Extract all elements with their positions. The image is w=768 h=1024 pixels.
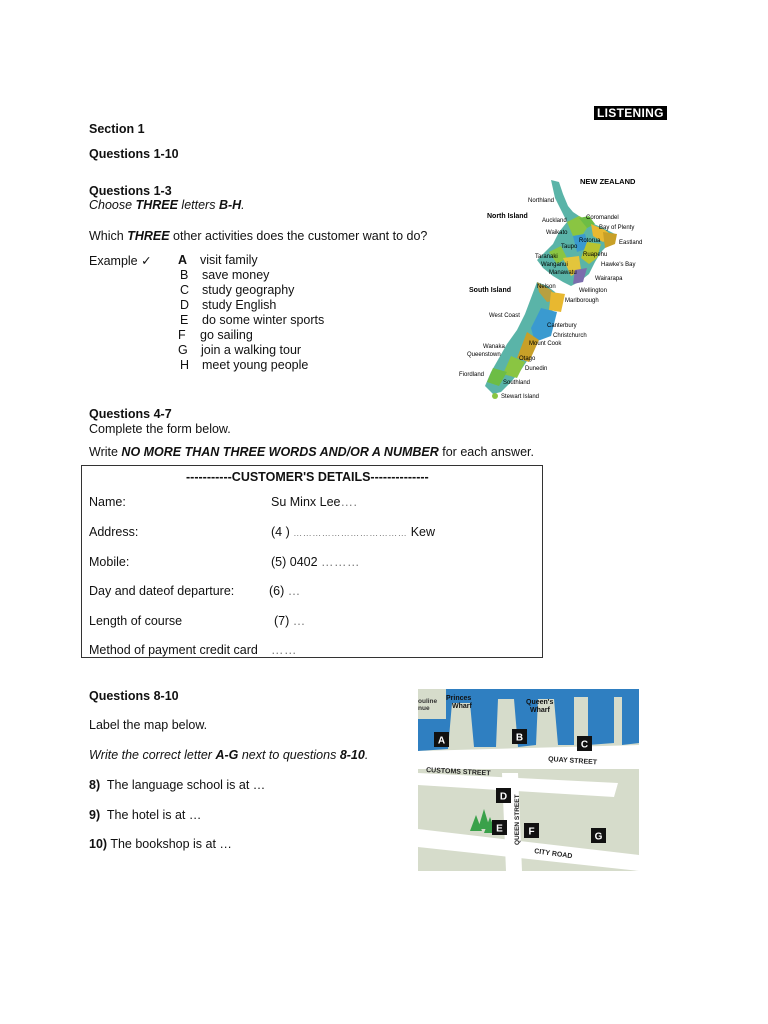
option-text: study English: [202, 298, 277, 312]
q1-3-instruction: [89, 198, 245, 212]
nz-label: Manawatu: [549, 270, 577, 276]
south-island-label: South Island: [469, 287, 511, 294]
option-item: [178, 298, 324, 313]
question-number: 9): [89, 808, 101, 822]
q4-7-heading: Questions 4-7: [89, 407, 172, 421]
customs-street-label: CUSTOMS STREET: [425, 767, 491, 778]
svg-text:A: A: [437, 735, 446, 747]
option-item: [178, 343, 324, 358]
nz-label: Wanaka: [483, 344, 505, 350]
map-marker-c: [577, 736, 592, 751]
question-text: The language school is at …: [106, 778, 266, 792]
option-letter: H: [180, 358, 190, 372]
question-text: The bookshop is at …: [110, 837, 232, 851]
map-marker-d: [496, 788, 511, 803]
write-end: .: [364, 748, 369, 762]
instr-mid: letters: [177, 198, 219, 212]
question-item: [89, 837, 232, 851]
instr-end: .: [241, 198, 245, 212]
nz-map-title: NEW ZEALAND: [580, 177, 636, 186]
answer-dots: ….: [340, 495, 358, 509]
map-marker-b: [512, 729, 527, 744]
street-map: [418, 689, 639, 871]
queens-wharf-label: Queen's Wharf: [526, 699, 554, 714]
write-bold: A-G: [215, 748, 239, 762]
form-label-departure: Day and dateof departure:: [89, 584, 235, 598]
option-text: join a walking tour: [201, 343, 302, 357]
nz-label: Dunedin: [525, 366, 548, 372]
nz-label: Nelson: [537, 284, 556, 290]
option-letter: D: [180, 298, 190, 312]
svg-text:E: E: [496, 823, 503, 835]
question-post: other activities does the customer want to do?: [169, 229, 428, 243]
nz-label: Auckland: [542, 218, 567, 224]
svg-text:B: B: [515, 732, 524, 744]
q8-10-write-instruction: [89, 748, 368, 762]
map-marker-f: [524, 823, 539, 838]
q4-7-write-instruction: [89, 445, 534, 459]
write-bold: NO MORE THAN THREE WORDS AND/OR A NUMBER: [121, 445, 439, 459]
value-text: (5) 0402: [271, 555, 318, 569]
answer-dots: ……: [271, 643, 297, 657]
option-item: [178, 283, 324, 298]
nz-label: West Coast: [489, 313, 520, 319]
nz-label: Hawke's Bay: [601, 262, 636, 268]
value-text: (7): [274, 614, 290, 628]
answer-dots: ………………………………: [293, 528, 408, 538]
city-road-label: CITY ROAD: [533, 848, 573, 861]
write-mid: next to questions: [238, 748, 340, 762]
map-marker-a: [434, 732, 449, 747]
q4-7-instruction: Complete the form below.: [89, 422, 231, 436]
option-item: [178, 268, 324, 283]
nz-label: Fiordland: [459, 372, 485, 378]
instr-letters: B-H: [218, 198, 242, 212]
nz-label: Rotorua: [579, 238, 601, 244]
write-post: for each answer.: [438, 445, 534, 459]
option-text: do some winter sports: [202, 313, 325, 327]
nz-label: Wanganui: [541, 262, 568, 268]
option-text: study geography: [202, 283, 295, 297]
question-number: 8): [89, 778, 101, 792]
form-label-mobile: Mobile:: [89, 555, 130, 569]
nz-label: Marlborough: [565, 298, 599, 304]
option-letter: C: [180, 283, 190, 297]
quay-street-label: QUAY STREET: [547, 756, 598, 767]
nz-label: Waikato: [546, 230, 568, 236]
q8-10-heading: Questions 8-10: [89, 689, 179, 703]
form-value-payment: [271, 643, 297, 657]
nz-label: Wellington: [579, 288, 607, 294]
option-letter: B: [180, 268, 189, 282]
nz-label: Ruapehu: [583, 252, 608, 258]
form-label-length: Length of course: [89, 614, 183, 628]
map-marker-g: [591, 828, 606, 843]
write-pre: Write the correct letter: [89, 748, 216, 762]
answer-dots: …: [287, 584, 301, 598]
region-marlborough: [549, 292, 565, 312]
instr-pre: Choose: [89, 198, 136, 212]
value-text: (6): [269, 584, 285, 598]
nz-label: Northland: [528, 198, 555, 204]
question-number: 10): [89, 837, 108, 851]
form-label-address: Address:: [89, 525, 139, 539]
question-text: The hotel is at …: [106, 808, 202, 822]
svg-text:G: G: [594, 831, 603, 843]
nz-label: Mount Cook: [529, 341, 562, 347]
form-label-payment: Method of payment credit card: [89, 643, 258, 657]
question-pre: Which: [89, 229, 128, 243]
nz-label: Eastland: [619, 240, 643, 246]
nz-label: Wairarapa: [595, 276, 623, 282]
nz-label: Canterbury: [547, 323, 577, 329]
north-island-label: North Island: [487, 213, 528, 220]
option-item: [178, 253, 324, 268]
nz-label: Otago: [519, 356, 536, 362]
question-item: [89, 778, 265, 792]
nz-label: Southland: [503, 380, 531, 386]
value-text: Su Minx Lee: [271, 495, 341, 509]
option-item: [178, 313, 324, 328]
nz-label: Bay of Plenty: [599, 225, 635, 231]
left-street-label: ouline nue: [418, 698, 438, 712]
option-item: [178, 358, 324, 373]
form-value-name: [271, 495, 357, 509]
form-value-length: [274, 614, 306, 628]
form-value-departure: [269, 584, 301, 598]
option-letter: G: [178, 343, 188, 357]
answer-dots: ………: [321, 555, 361, 569]
form-value-address: [271, 525, 435, 539]
svg-text:C: C: [580, 739, 589, 751]
options-list: [178, 253, 324, 373]
option-letter: A: [178, 253, 188, 267]
example-label: Example ✓: [89, 254, 152, 268]
nz-label: Taranaki: [535, 254, 558, 260]
map-marker-e: [492, 820, 507, 835]
form-title: -----------CUSTOMER'S DETAILS--------------: [186, 470, 429, 484]
question-item: [89, 808, 201, 822]
new-zealand-map: [455, 172, 655, 404]
section-title: Section 1: [89, 122, 145, 136]
princes-wharf-label: Princes Wharf: [446, 695, 472, 710]
nz-label: Christchurch: [553, 333, 587, 339]
option-letter: F: [178, 328, 186, 342]
stewart-island-shape: [492, 393, 498, 399]
instr-bold: THREE: [135, 198, 178, 212]
question-bold: THREE: [127, 229, 170, 243]
nz-label: Taupo: [561, 244, 578, 250]
queen-street-label: QUEEN STREET: [514, 794, 521, 845]
option-item: [178, 328, 324, 343]
form-label-name: Name:: [89, 495, 126, 509]
option-letter: E: [180, 313, 189, 327]
write-pre: Write: [89, 445, 122, 459]
svg-text:F: F: [528, 826, 535, 838]
option-text: go sailing: [200, 328, 253, 342]
listening-badge: LISTENING: [594, 106, 667, 120]
form-value-mobile: [271, 555, 360, 569]
q1-3-heading: Questions 1-3: [89, 184, 172, 198]
region-eastland: [603, 232, 617, 248]
nz-label: Queenstown: [467, 352, 501, 358]
option-text: visit family: [200, 253, 258, 267]
answer-dots: …: [292, 614, 306, 628]
value-tail: Kew: [410, 525, 436, 539]
questions-range: Questions 1-10: [89, 147, 179, 161]
option-text: save money: [202, 268, 270, 282]
q8-10-instruction: Label the map below.: [89, 718, 208, 732]
write-nums: 8-10: [339, 748, 365, 762]
value-text: (4 ): [271, 525, 290, 539]
option-text: meet young people: [202, 358, 309, 372]
q1-3-question: [89, 229, 427, 243]
nz-label: Coromandel: [586, 215, 619, 221]
svg-text:D: D: [499, 791, 508, 803]
nz-label: Stewart Island: [501, 394, 540, 400]
